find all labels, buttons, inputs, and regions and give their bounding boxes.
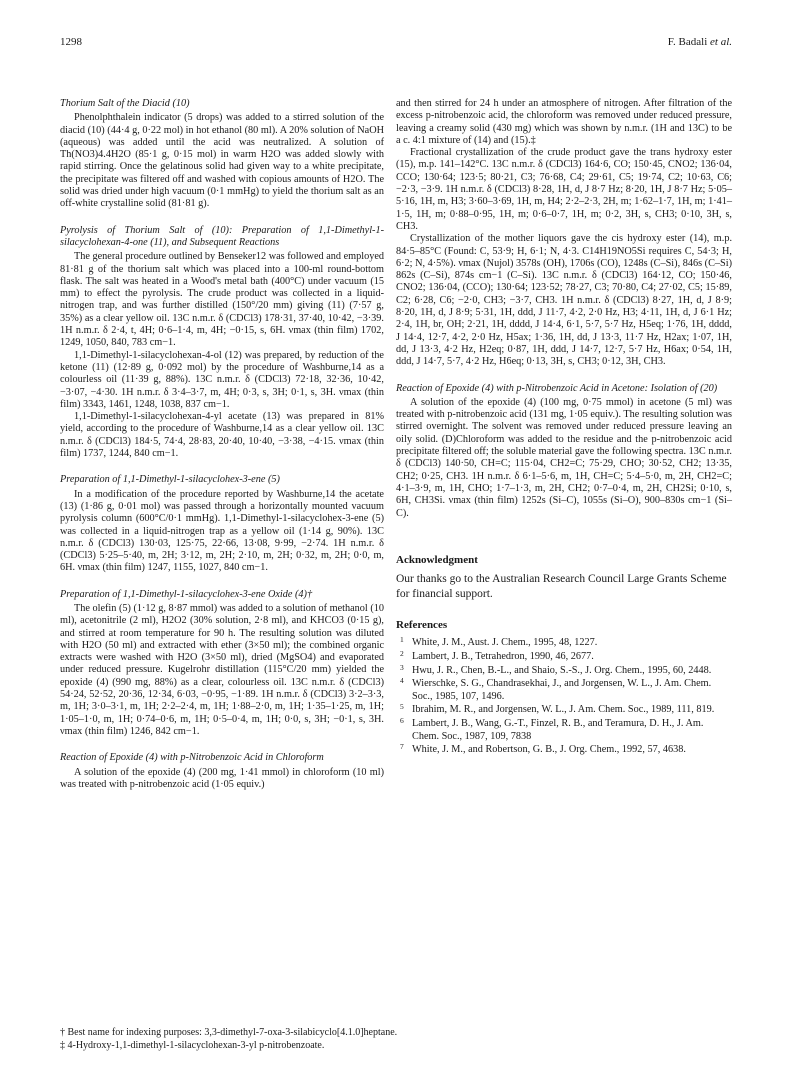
reference-item bbox=[396, 744, 732, 757]
paragraph: The general procedure outlined by Benseker12 was followed and employed 81·81 g of the thorium salt which was placed into a 100-ml round-bottom flask. The salt was heated in a Wood's metal bath (400°C) under vacuum (15 mm) to effect the pyrolysis. The crude product was collected in a liquid-nitrogen trap, and was further distilled (150°/20 mm) giving (11) (7·57 g, 35%) as a clear yellow oil. 13C n.m.r. δ (CDCl3) 178·31, 37·40, 10·42, −3·39. 1H n.m.r. δ 2·4, t, 4H; 0·6–1·4, m, 4H; −0·15, s, 6H. νmax (thin film) 1702, 1249, 1050, 840, 783 cm−1. bbox=[60, 251, 384, 349]
paragraph: Fractional crystallization of the crude product gave the trans hydroxy ester (15), m.p. 141–142°C. 13C n.m.r. δ (CDCl3) 164·6, CO; 150·45, CNO2; 136·04, CCO; 130·64; 123·5; 80·21, C3; 76·68, C4; 29·61, C5; 19·74, C2; 10·63, C6; −2·3, −3·9. 1H n.m.r. δ (CDCl3) 8·28, 1H, d, J 8·7 Hz; 8·20, 1H, J 8·7 Hz; 5·05–5·16, 1H, m, H3; 3·60–3·69, 1H, m, H4; 2·2–2·3, 2H, m; 1·62–1·7, 1H, m; 1·41–1·5, 1H, m; 0·88–0·95, 1H, m; 0·6–0·7, 1H, m; 0·2, 3H, s, CH3; 0·10, 3H, s, CH3. bbox=[396, 147, 732, 232]
reference-number: 6 bbox=[400, 715, 404, 725]
references-list bbox=[396, 637, 732, 756]
section-heading: Thorium Salt of the Diacid (10) bbox=[60, 98, 190, 109]
footnote: ‡ 4-Hydroxy-1,1-dimethyl-1-silacyclohexan-3-yl p-nitrobenzoate. bbox=[60, 1040, 325, 1051]
section-heading: Reaction of Epoxide (4) with p-Nitrobenzoic Acid in Chloroform bbox=[60, 752, 324, 764]
reference-number: 3 bbox=[400, 662, 404, 672]
reference-text: White, J. M., Aust. J. Chem., 1995, 48, 1227. bbox=[412, 637, 598, 649]
section-heading: Preparation of 1,1-Dimethyl-1-silacyclohex-3-ene Oxide (4)† bbox=[60, 588, 313, 600]
right-column bbox=[396, 98, 732, 758]
reference-item bbox=[396, 648, 732, 664]
paragraph: The olefin (5) (1·12 g, 8·87 mmol) was added to a solution of methanol (10 ml), acetonitrile (2 ml), H2O2 (30% solution, 2·8 ml), and KHCO3 (0·15 g), and stirred at room temperature for 90 h. The resulting solution was diluted with H2O (50 ml) and extracted with ether (3×50 ml); the combined organic extracts were washed with H2O (3×50 ml), dried (MgSO4) and evaporated under reduced pressure. Kugelrohr distillation (115°C/20 mm) yielded the epoxide (4) (990 mg, 88%) as a clear, colourless oil. 13C n.m.r. δ (CDCl3) 54·24, 52·52, 20·36, 12·34, 6·03, −0·95, −1·89. 1H n.m.r. δ (CDCl3) 3·2–3·3, m, 1H; 3·0–3·1, m, 1H; 2·2–2·4, m, 1H; 1·88–2·0, m, 1H; 1·35–1·25, m, 1H; 1·05–1·0, m, 1H; 0·74–0·6, m, 1H; 0·5–0·4, m, 1H; 0·0, s, 3H; −0·1, s, 3H. νmax (thin film) 1246, 842 cm−1. bbox=[60, 602, 384, 737]
paragraph: A solution of the epoxide (4) (200 mg, 1·41 mmol) in chloroform (10 ml) was treated with p-nitrobenzoic acid (1·05 equiv.) bbox=[60, 766, 384, 790]
acknowledgment-text: Our thanks go to the Australian Research Council Large Grants Scheme for financial support. bbox=[396, 573, 727, 600]
reference-text: White, J. M., and Robertson, G. B., J. Org. Chem., 1992, 57, 4638. bbox=[412, 744, 686, 756]
reference-item bbox=[396, 637, 732, 650]
paragraph: Crystallization of the mother liquors gave the cis hydroxy ester (14), m.p. 84·5–85°C (Found: C, 53·9; H, 6·1; N, 4·3. C14H19NO5Si requires C, 54·3; H, 6·2; N, 4·5%). νmax (Nujol) 3578s (OH), 1706s (CO), 1248s (C–Si), 846s (C–Si) 862s (C–Si), 874s cm−1 (C–Si). 13C n.m.r. δ (CDCl3) 164·12, CO; 150·46, CNO2; 136·04, (CCO); 130·64; 123·52; 78·27, C3; 70·80, C4; 27·02, C5; 15·89, C2; 6·28, C6; −2·0, CH3; −3·7, CH3. 1H n.m.r. δ (CDCl3) 8·27, 1H, d, J 8·9; 8·20, 1H, d, J 8·9; 5·31, 1H, ddd, J 11·7, 4·2, 2·0 Hz, H3; 4·11, 1H, d, J 6·1 Hz; 2·4, 1H, br, OH; 2·21, 1H, dddd, J 14·4, 6·1, 5·7, 5·7 Hz, H5eq; 1·76, 1H, dddd, J 14·4, 12·7, 4·2, 2·0 Hz, H5ax; 1·36, 1H, dd, J 13·3, 11·7 Hz, H2ax; 1·07, 1H, dd, J 13·3, 4·2 Hz, H2eq; 0·87, 1H, ddd, J 14·7, 12·7, 5·7 Hz, H6ax; 0·54, 1H, ddd, J 14·7, 5·7, 4·2 Hz, H6eq; 0·13, 3H, s, CH3; 0·12, 3H, CH3. bbox=[396, 233, 732, 368]
section-heading: Pyrolysis of Thorium Salt of (10): Preparation of 1,1-Dimethyl-1-silacyclohexan-4-one (11), and Subsequent Reactions bbox=[60, 224, 384, 248]
running-authors bbox=[668, 36, 732, 48]
authors-suffix: et al. bbox=[710, 36, 732, 48]
paragraph: and then stirred for 24 h under an atmosphere of nitrogen. After filtration of the excess p-nitrobenzoic acid, the chloroform was removed under reduced pressure, leaving a creamy solid (430 mg) which was shown by n.m.r. (1H and 13C) to be a c. 4:1 mixture of (14) and (15).‡ bbox=[396, 98, 732, 146]
authors-name: F. Badali bbox=[667, 36, 708, 48]
paragraph: A solution of the epoxide (4) (100 mg, 0·75 mmol) in acetone (5 ml) was treated with p-nitrobenzoic acid (131 mg, 1·05 equiv.). The resulting solution was stirred overnight. The solvent was removed under reduced pressure leaving an oily solid. (D)Chloroform was added to the residue and the p-nitrobenzoic acid precipitate filtered off; the soluble material gave the following spectra. 13C n.m.r. δ (CDCl3) 140·50, CH=C; 115·04, CH2=C; 75·29, CHO; 30·52, CH2; 13·35, CH2; 0·25, CH3. 1H n.m.r. δ 6·1–5·6, m, 1H, CH=C; 5·4–5·0, m, 2H, CH2=C; 4·1–3·9, m, 1H, CHO; 1·7–1·3, m, 2H, CH2; 0·7–0·4, m, 2H, CH2Si; 0·10, s, 6H, CH3Si. νmax (thin film) 1252s (Si–C), 1055s (Si–O), 900–830s cm−1 (Si–C). bbox=[396, 396, 732, 519]
acknowledgment-title: Acknowledgment bbox=[396, 553, 478, 566]
section-heading: Reaction of Epoxide (4) with p-Nitrobenzoic Acid in Acetone: Isolation of (20) bbox=[396, 382, 718, 394]
references-title: References bbox=[396, 619, 448, 632]
right-column-body bbox=[396, 98, 732, 520]
reference-text: Hwu, J. R., Chen, B.-L., and Shaio, S.-S., J. Org. Chem., 1995, 60, 2448. bbox=[412, 664, 712, 676]
reference-number: 4 bbox=[400, 676, 404, 686]
paragraph: 1,1-Dimethyl-1-silacyclohexan-4-ol (12) was prepared, by reduction of the ketone (11) (12·89 g, 0·092 mol) by the procedure of Washburne,14 as a colourless oil (11·39 g, 88%). 13C n.m.r. δ (CDCl3) 72·18, 32·36, 10·42, −3·07, −4·30. 1H n.m.r. δ 3·4–3·7, m, 4H; 0·3, s, 3H; 0·1, s, 3H. νmax (thin film) 3343, 1461, 1248, 1038, 837 cm−1. bbox=[60, 349, 384, 410]
reference-number: 7 bbox=[400, 742, 404, 752]
reference-number: 2 bbox=[400, 648, 404, 658]
paragraph: In a modification of the procedure reported by Washburne,14 the acetate (13) (1·86 g, 0·01 mol) was passed through a horizontally mounted vacuum pyrolysis column (600°C/0·1 mmHg). 1,1-Dimethyl-1-silacyclohex-3-ene (5) was collected in a liquid-nitrogen trap as a yellow oil (1·14 g, 90%). 13C n.m.r. δ (CDCl3) 130·03, 125·75, 22·66, 13·08, 9·99, −2·74. 1H n.m.r. δ (CDCl3) 5·25–5·40, m, 2H; 3·12, m, 2H; 2·10, m, 2H; 0·32, m, 2H; 0·0, m, 6H. νmax (thin film) 1247, 1155, 1027, 840 cm−1. bbox=[60, 488, 384, 574]
reference-item bbox=[396, 662, 732, 678]
paragraph: Phenolphthalein indicator (5 drops) was added to a stirred solution of the diacid (10) (44·4 g, 0·22 mol) in hot ethanol (80 ml). A 20% solution of NaOH (aqueous) was added until the acid was neutralized. A solution of Th(NO3)4.4H2O (85·1 g, 0·15 mol) in warm H2O was added slowly with rapid stirring. Once the gelatinous solid had given way to a white precipitate, the precipitate was filtered off and washed with copious amounts of H2O. The solid was dried under high vacuum (0·1 mmHg) to yield the thorium salt as an off-white crystalline solid (81·81 g). bbox=[60, 112, 384, 210]
reference-text: Lambert, J. B., Wang, G.-T., Finzel, R. B., and Teramura, D. H., J. Am. Chem. Soc., 1987, 109, 7838 bbox=[412, 717, 704, 742]
page-header bbox=[60, 36, 732, 52]
reference-number: 5 bbox=[400, 702, 404, 712]
reference-number: 1 bbox=[400, 635, 404, 645]
footnotes bbox=[60, 1026, 732, 1052]
section-heading: Preparation of 1,1-Dimethyl-1-silacyclohex-3-ene (5) bbox=[60, 474, 280, 486]
footnote: † Best name for indexing purposes: 3,3-dimethyl-7-oxa-3-silabicyclo[4.1.0]heptane. bbox=[60, 1027, 398, 1038]
reference-text: Lambert, J. B., Tetrahedron, 1990, 46, 2677. bbox=[412, 650, 594, 662]
reference-item bbox=[396, 715, 732, 743]
reference-item bbox=[396, 678, 732, 703]
reference-text: Ibrahim, M. R., and Jorgensen, W. L., J. Am. Chem. Soc., 1989, 111, 819. bbox=[412, 704, 715, 716]
page-number: 1298 bbox=[60, 36, 82, 48]
reference-text: Wierschke, S. G., Chandrasekhai, J., and Jorgensen, W. L., J. Am. Chem. Soc., 1985, 107, 1496. bbox=[412, 678, 712, 702]
left-column bbox=[60, 98, 384, 791]
paragraph: 1,1-Dimethyl-1-silacyclohexan-4-yl acetate (13) was prepared in 81% yield, according to the procedure of Washburne,14 as a clear yellow oil. 13C n.m.r. δ (CDCl3) 184·5, 74·4, 28·83, 20·40, 10·40, −3·38, −4·15. νmax (thin film) 1737, 1244, 840 cm−1. bbox=[60, 411, 384, 460]
reference-item bbox=[396, 704, 732, 717]
